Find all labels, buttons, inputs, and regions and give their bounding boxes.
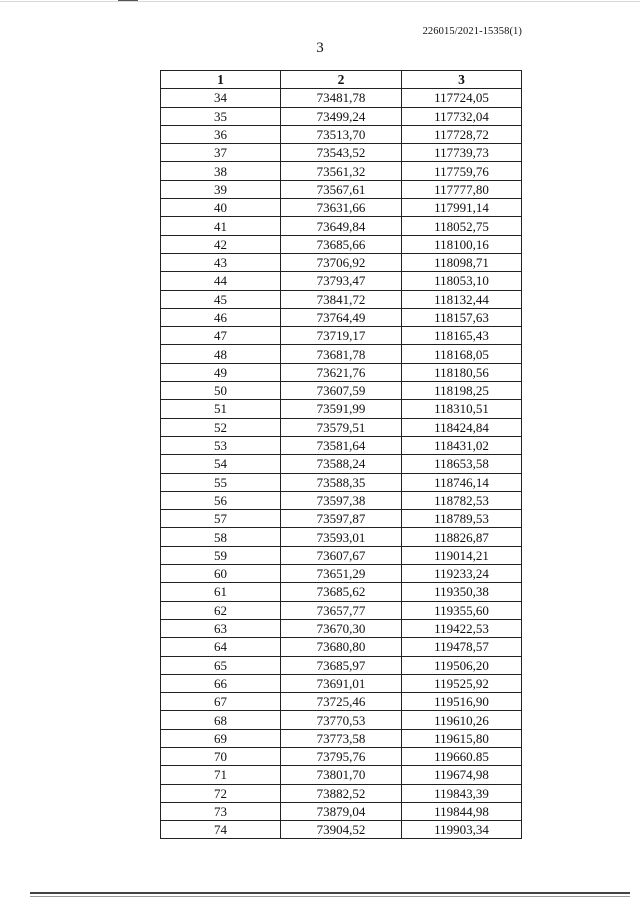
x-coordinate-cell: 73685,66 bbox=[281, 235, 402, 253]
y-coordinate-cell: 118826,87 bbox=[402, 528, 522, 546]
point-number-cell: 54 bbox=[161, 455, 281, 473]
document-reference: 226015/2021-15358(1) bbox=[422, 26, 522, 37]
y-coordinate-cell: 118198,25 bbox=[402, 382, 522, 400]
y-coordinate-cell: 119844,98 bbox=[402, 802, 522, 820]
point-number-cell: 69 bbox=[161, 729, 281, 747]
point-number-cell: 46 bbox=[161, 308, 281, 326]
x-coordinate-cell: 73543,52 bbox=[281, 144, 402, 162]
x-coordinate-cell: 73499,24 bbox=[281, 107, 402, 125]
point-number-cell: 35 bbox=[161, 107, 281, 125]
point-number-cell: 55 bbox=[161, 473, 281, 491]
point-number-cell: 34 bbox=[161, 89, 281, 107]
point-number-cell: 53 bbox=[161, 436, 281, 454]
y-coordinate-cell: 119674,98 bbox=[402, 766, 522, 784]
table-row bbox=[161, 162, 522, 180]
table-row bbox=[161, 674, 522, 692]
scan-bottom-edge-shadow bbox=[30, 896, 630, 897]
scan-bottom-edge bbox=[30, 892, 630, 894]
x-coordinate-cell: 73607,67 bbox=[281, 546, 402, 564]
x-coordinate-cell: 73579,51 bbox=[281, 418, 402, 436]
point-number-cell: 60 bbox=[161, 565, 281, 583]
point-number-cell: 48 bbox=[161, 345, 281, 363]
table-row bbox=[161, 235, 522, 253]
y-coordinate-cell: 119660.85 bbox=[402, 747, 522, 765]
point-number-cell: 36 bbox=[161, 125, 281, 143]
table-row bbox=[161, 656, 522, 674]
point-number-cell: 49 bbox=[161, 363, 281, 381]
x-coordinate-cell: 73801,70 bbox=[281, 766, 402, 784]
point-number-cell: 66 bbox=[161, 674, 281, 692]
y-coordinate-cell: 118310,51 bbox=[402, 400, 522, 418]
table-row bbox=[161, 436, 522, 454]
x-coordinate-cell: 73680,80 bbox=[281, 638, 402, 656]
table-header-row bbox=[161, 71, 522, 89]
point-number-cell: 50 bbox=[161, 382, 281, 400]
y-coordinate-cell: 117724,05 bbox=[402, 89, 522, 107]
y-coordinate-cell: 117991,14 bbox=[402, 199, 522, 217]
point-number-cell: 62 bbox=[161, 601, 281, 619]
page-number: 3 bbox=[316, 40, 324, 56]
column-header-2: 2 bbox=[281, 71, 402, 89]
table-row bbox=[161, 345, 522, 363]
point-number-cell: 44 bbox=[161, 272, 281, 290]
y-coordinate-cell: 117728,72 bbox=[402, 125, 522, 143]
y-coordinate-cell: 118168,05 bbox=[402, 345, 522, 363]
x-coordinate-cell: 73513,70 bbox=[281, 125, 402, 143]
point-number-cell: 61 bbox=[161, 583, 281, 601]
point-number-cell: 51 bbox=[161, 400, 281, 418]
y-coordinate-cell: 118165,43 bbox=[402, 327, 522, 345]
y-coordinate-cell: 119422,53 bbox=[402, 619, 522, 637]
point-number-cell: 38 bbox=[161, 162, 281, 180]
table-row bbox=[161, 290, 522, 308]
table-row bbox=[161, 491, 522, 509]
x-coordinate-cell: 73567,61 bbox=[281, 180, 402, 198]
y-coordinate-cell: 117777,80 bbox=[402, 180, 522, 198]
x-coordinate-cell: 73904,52 bbox=[281, 821, 402, 839]
x-coordinate-cell: 73597,87 bbox=[281, 510, 402, 528]
point-number-cell: 47 bbox=[161, 327, 281, 345]
x-coordinate-cell: 73561,32 bbox=[281, 162, 402, 180]
point-number-cell: 42 bbox=[161, 235, 281, 253]
table-row bbox=[161, 711, 522, 729]
column-header-1: 1 bbox=[161, 71, 281, 89]
y-coordinate-cell: 118053,10 bbox=[402, 272, 522, 290]
table-row bbox=[161, 693, 522, 711]
table-row bbox=[161, 418, 522, 436]
point-number-cell: 72 bbox=[161, 784, 281, 802]
y-coordinate-cell: 118782,53 bbox=[402, 491, 522, 509]
x-coordinate-cell: 73481,78 bbox=[281, 89, 402, 107]
table-row bbox=[161, 400, 522, 418]
table-row bbox=[161, 217, 522, 235]
table-row bbox=[161, 125, 522, 143]
y-coordinate-cell: 118180,56 bbox=[402, 363, 522, 381]
x-coordinate-cell: 73651,29 bbox=[281, 565, 402, 583]
y-coordinate-cell: 119615,80 bbox=[402, 729, 522, 747]
point-number-cell: 40 bbox=[161, 199, 281, 217]
table-row bbox=[161, 180, 522, 198]
point-number-cell: 67 bbox=[161, 693, 281, 711]
x-coordinate-cell: 73793,47 bbox=[281, 272, 402, 290]
y-coordinate-cell: 117759,76 bbox=[402, 162, 522, 180]
y-coordinate-cell: 118746,14 bbox=[402, 473, 522, 491]
x-coordinate-cell: 73685,97 bbox=[281, 656, 402, 674]
y-coordinate-cell: 118653,58 bbox=[402, 455, 522, 473]
table-row bbox=[161, 821, 522, 839]
x-coordinate-cell: 73607,59 bbox=[281, 382, 402, 400]
y-coordinate-cell: 118132,44 bbox=[402, 290, 522, 308]
table-row bbox=[161, 510, 522, 528]
table-row bbox=[161, 601, 522, 619]
point-number-cell: 56 bbox=[161, 491, 281, 509]
x-coordinate-cell: 73670,30 bbox=[281, 619, 402, 637]
x-coordinate-cell: 73770,53 bbox=[281, 711, 402, 729]
x-coordinate-cell: 73588,24 bbox=[281, 455, 402, 473]
point-number-cell: 68 bbox=[161, 711, 281, 729]
table-row bbox=[161, 528, 522, 546]
coordinates-table bbox=[160, 70, 522, 839]
table-row bbox=[161, 253, 522, 271]
table-row bbox=[161, 565, 522, 583]
x-coordinate-cell: 73597,38 bbox=[281, 491, 402, 509]
x-coordinate-cell: 73631,66 bbox=[281, 199, 402, 217]
y-coordinate-cell: 119516,90 bbox=[402, 693, 522, 711]
y-coordinate-cell: 118157,63 bbox=[402, 308, 522, 326]
table-row bbox=[161, 638, 522, 656]
point-number-cell: 70 bbox=[161, 747, 281, 765]
table-row bbox=[161, 144, 522, 162]
point-number-cell: 52 bbox=[161, 418, 281, 436]
y-coordinate-cell: 117739,73 bbox=[402, 144, 522, 162]
table-row bbox=[161, 747, 522, 765]
y-coordinate-cell: 119355,60 bbox=[402, 601, 522, 619]
table-row bbox=[161, 455, 522, 473]
table-row bbox=[161, 729, 522, 747]
y-coordinate-cell: 119478,57 bbox=[402, 638, 522, 656]
x-coordinate-cell: 73719,17 bbox=[281, 327, 402, 345]
point-number-cell: 65 bbox=[161, 656, 281, 674]
table-row bbox=[161, 766, 522, 784]
x-coordinate-cell: 73581,64 bbox=[281, 436, 402, 454]
point-number-cell: 63 bbox=[161, 619, 281, 637]
x-coordinate-cell: 73882,52 bbox=[281, 784, 402, 802]
x-coordinate-cell: 73591,99 bbox=[281, 400, 402, 418]
x-coordinate-cell: 73764,49 bbox=[281, 308, 402, 326]
y-coordinate-cell: 119525,92 bbox=[402, 674, 522, 692]
point-number-cell: 58 bbox=[161, 528, 281, 546]
x-coordinate-cell: 73773,58 bbox=[281, 729, 402, 747]
table-row bbox=[161, 583, 522, 601]
x-coordinate-cell: 73621,76 bbox=[281, 363, 402, 381]
table-row bbox=[161, 308, 522, 326]
point-number-cell: 39 bbox=[161, 180, 281, 198]
point-number-cell: 74 bbox=[161, 821, 281, 839]
y-coordinate-cell: 118424,84 bbox=[402, 418, 522, 436]
x-coordinate-cell: 73685,62 bbox=[281, 583, 402, 601]
point-number-cell: 73 bbox=[161, 802, 281, 820]
x-coordinate-cell: 73691,01 bbox=[281, 674, 402, 692]
table-row bbox=[161, 272, 522, 290]
x-coordinate-cell: 73649,84 bbox=[281, 217, 402, 235]
y-coordinate-cell: 118098,71 bbox=[402, 253, 522, 271]
column-header-3: 3 bbox=[402, 71, 522, 89]
x-coordinate-cell: 73795,76 bbox=[281, 747, 402, 765]
y-coordinate-cell: 118789,53 bbox=[402, 510, 522, 528]
point-number-cell: 45 bbox=[161, 290, 281, 308]
x-coordinate-cell: 73593,01 bbox=[281, 528, 402, 546]
y-coordinate-cell: 118100,16 bbox=[402, 235, 522, 253]
point-number-cell: 64 bbox=[161, 638, 281, 656]
x-coordinate-cell: 73657,77 bbox=[281, 601, 402, 619]
table-row bbox=[161, 784, 522, 802]
point-number-cell: 57 bbox=[161, 510, 281, 528]
point-number-cell: 59 bbox=[161, 546, 281, 564]
y-coordinate-cell: 119610,26 bbox=[402, 711, 522, 729]
x-coordinate-cell: 73588,35 bbox=[281, 473, 402, 491]
scan-top-mark bbox=[118, 0, 138, 1]
y-coordinate-cell: 118431,02 bbox=[402, 436, 522, 454]
table-row bbox=[161, 473, 522, 491]
point-number-cell: 71 bbox=[161, 766, 281, 784]
y-coordinate-cell: 119843,39 bbox=[402, 784, 522, 802]
point-number-cell: 37 bbox=[161, 144, 281, 162]
y-coordinate-cell: 119014,21 bbox=[402, 546, 522, 564]
x-coordinate-cell: 73725,46 bbox=[281, 693, 402, 711]
x-coordinate-cell: 73681,78 bbox=[281, 345, 402, 363]
y-coordinate-cell: 119506,20 bbox=[402, 656, 522, 674]
y-coordinate-cell: 118052,75 bbox=[402, 217, 522, 235]
x-coordinate-cell: 73841,72 bbox=[281, 290, 402, 308]
y-coordinate-cell: 119233,24 bbox=[402, 565, 522, 583]
table-row bbox=[161, 107, 522, 125]
table-row bbox=[161, 546, 522, 564]
x-coordinate-cell: 73879,04 bbox=[281, 802, 402, 820]
table-row bbox=[161, 199, 522, 217]
point-number-cell: 43 bbox=[161, 253, 281, 271]
table-row bbox=[161, 802, 522, 820]
x-coordinate-cell: 73706,92 bbox=[281, 253, 402, 271]
scan-top-edge bbox=[0, 1, 640, 2]
y-coordinate-cell: 117732,04 bbox=[402, 107, 522, 125]
table-row bbox=[161, 363, 522, 381]
point-number-cell: 41 bbox=[161, 217, 281, 235]
table-row bbox=[161, 619, 522, 637]
table-row bbox=[161, 382, 522, 400]
table-row bbox=[161, 327, 522, 345]
y-coordinate-cell: 119350,38 bbox=[402, 583, 522, 601]
table-body bbox=[161, 89, 522, 839]
table-row bbox=[161, 89, 522, 107]
y-coordinate-cell: 119903,34 bbox=[402, 821, 522, 839]
